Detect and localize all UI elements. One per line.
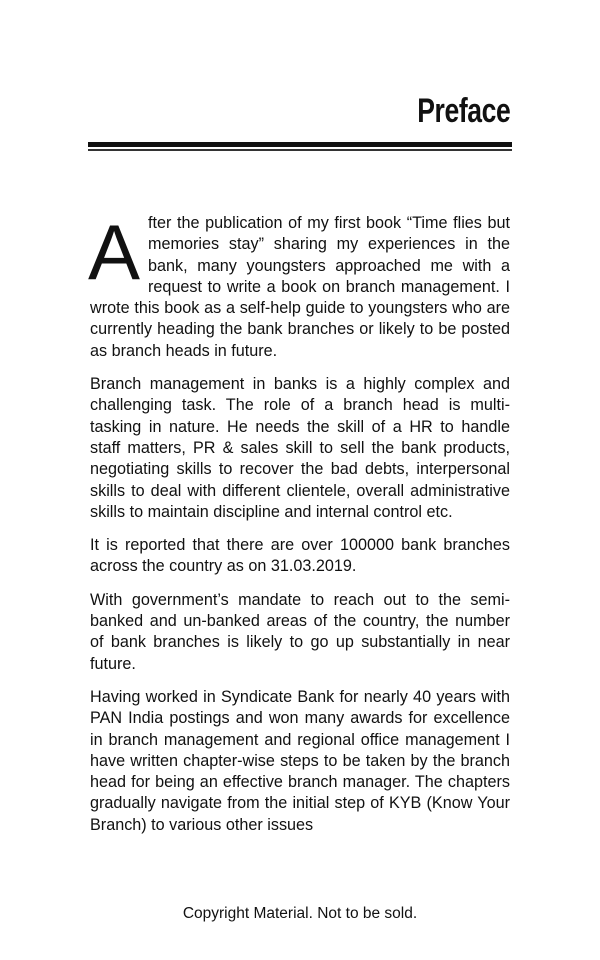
title-rule-thick — [88, 142, 512, 147]
paragraph-3: It is reported that there are over 100000 bank branches across the country as on 31.03.2019. — [90, 536, 510, 576]
copyright-footer: Copyright Material. Not to be sold. — [182, 905, 418, 922]
drop-cap: A — [88, 208, 141, 296]
body-text — [88, 208, 510, 848]
paragraph-4: With government’s mandate to reach out to the semi-banked and un-banked areas of the country, the number of bank branches is likely to go up substantially in near future. — [90, 590, 510, 673]
paragraph-5: Having worked in Syndicate Bank for nearly 40 years with PAN India postings and won many awards for excellence in branch management and regional office management I have written chapter-wise steps to be taken by the branch head for being an effective branch manager. The chapters gradually navigate from the initial step of KYB (Know Your Branch) to various other issues — [90, 687, 510, 834]
paragraph-1 — [88, 208, 510, 362]
paragraph-1-text: fter the publication of my first book “Time flies but memories stay” sharing my experiences in the bank, many youngsters approached me with a request to write a book on branch management. I wrote this book as a self-help guide to youngsters who are currently heading the bank branches or likely to be posted as branch heads in future. — [90, 214, 510, 360]
page-title: Preface — [416, 92, 510, 130]
title-rule-thin — [88, 149, 512, 151]
paragraph-2: Branch management in banks is a highly complex and challenging task. The role of a branch head is multi-tasking in nature. He needs the skill of a HR to handle staff matters, PR & sales skill to sell the bank products, negotiating skills to recover the bad debts, interpersonal skills to deal with different clientele, overall administrative skills to maintain discipline and internal control etc. — [90, 375, 510, 521]
